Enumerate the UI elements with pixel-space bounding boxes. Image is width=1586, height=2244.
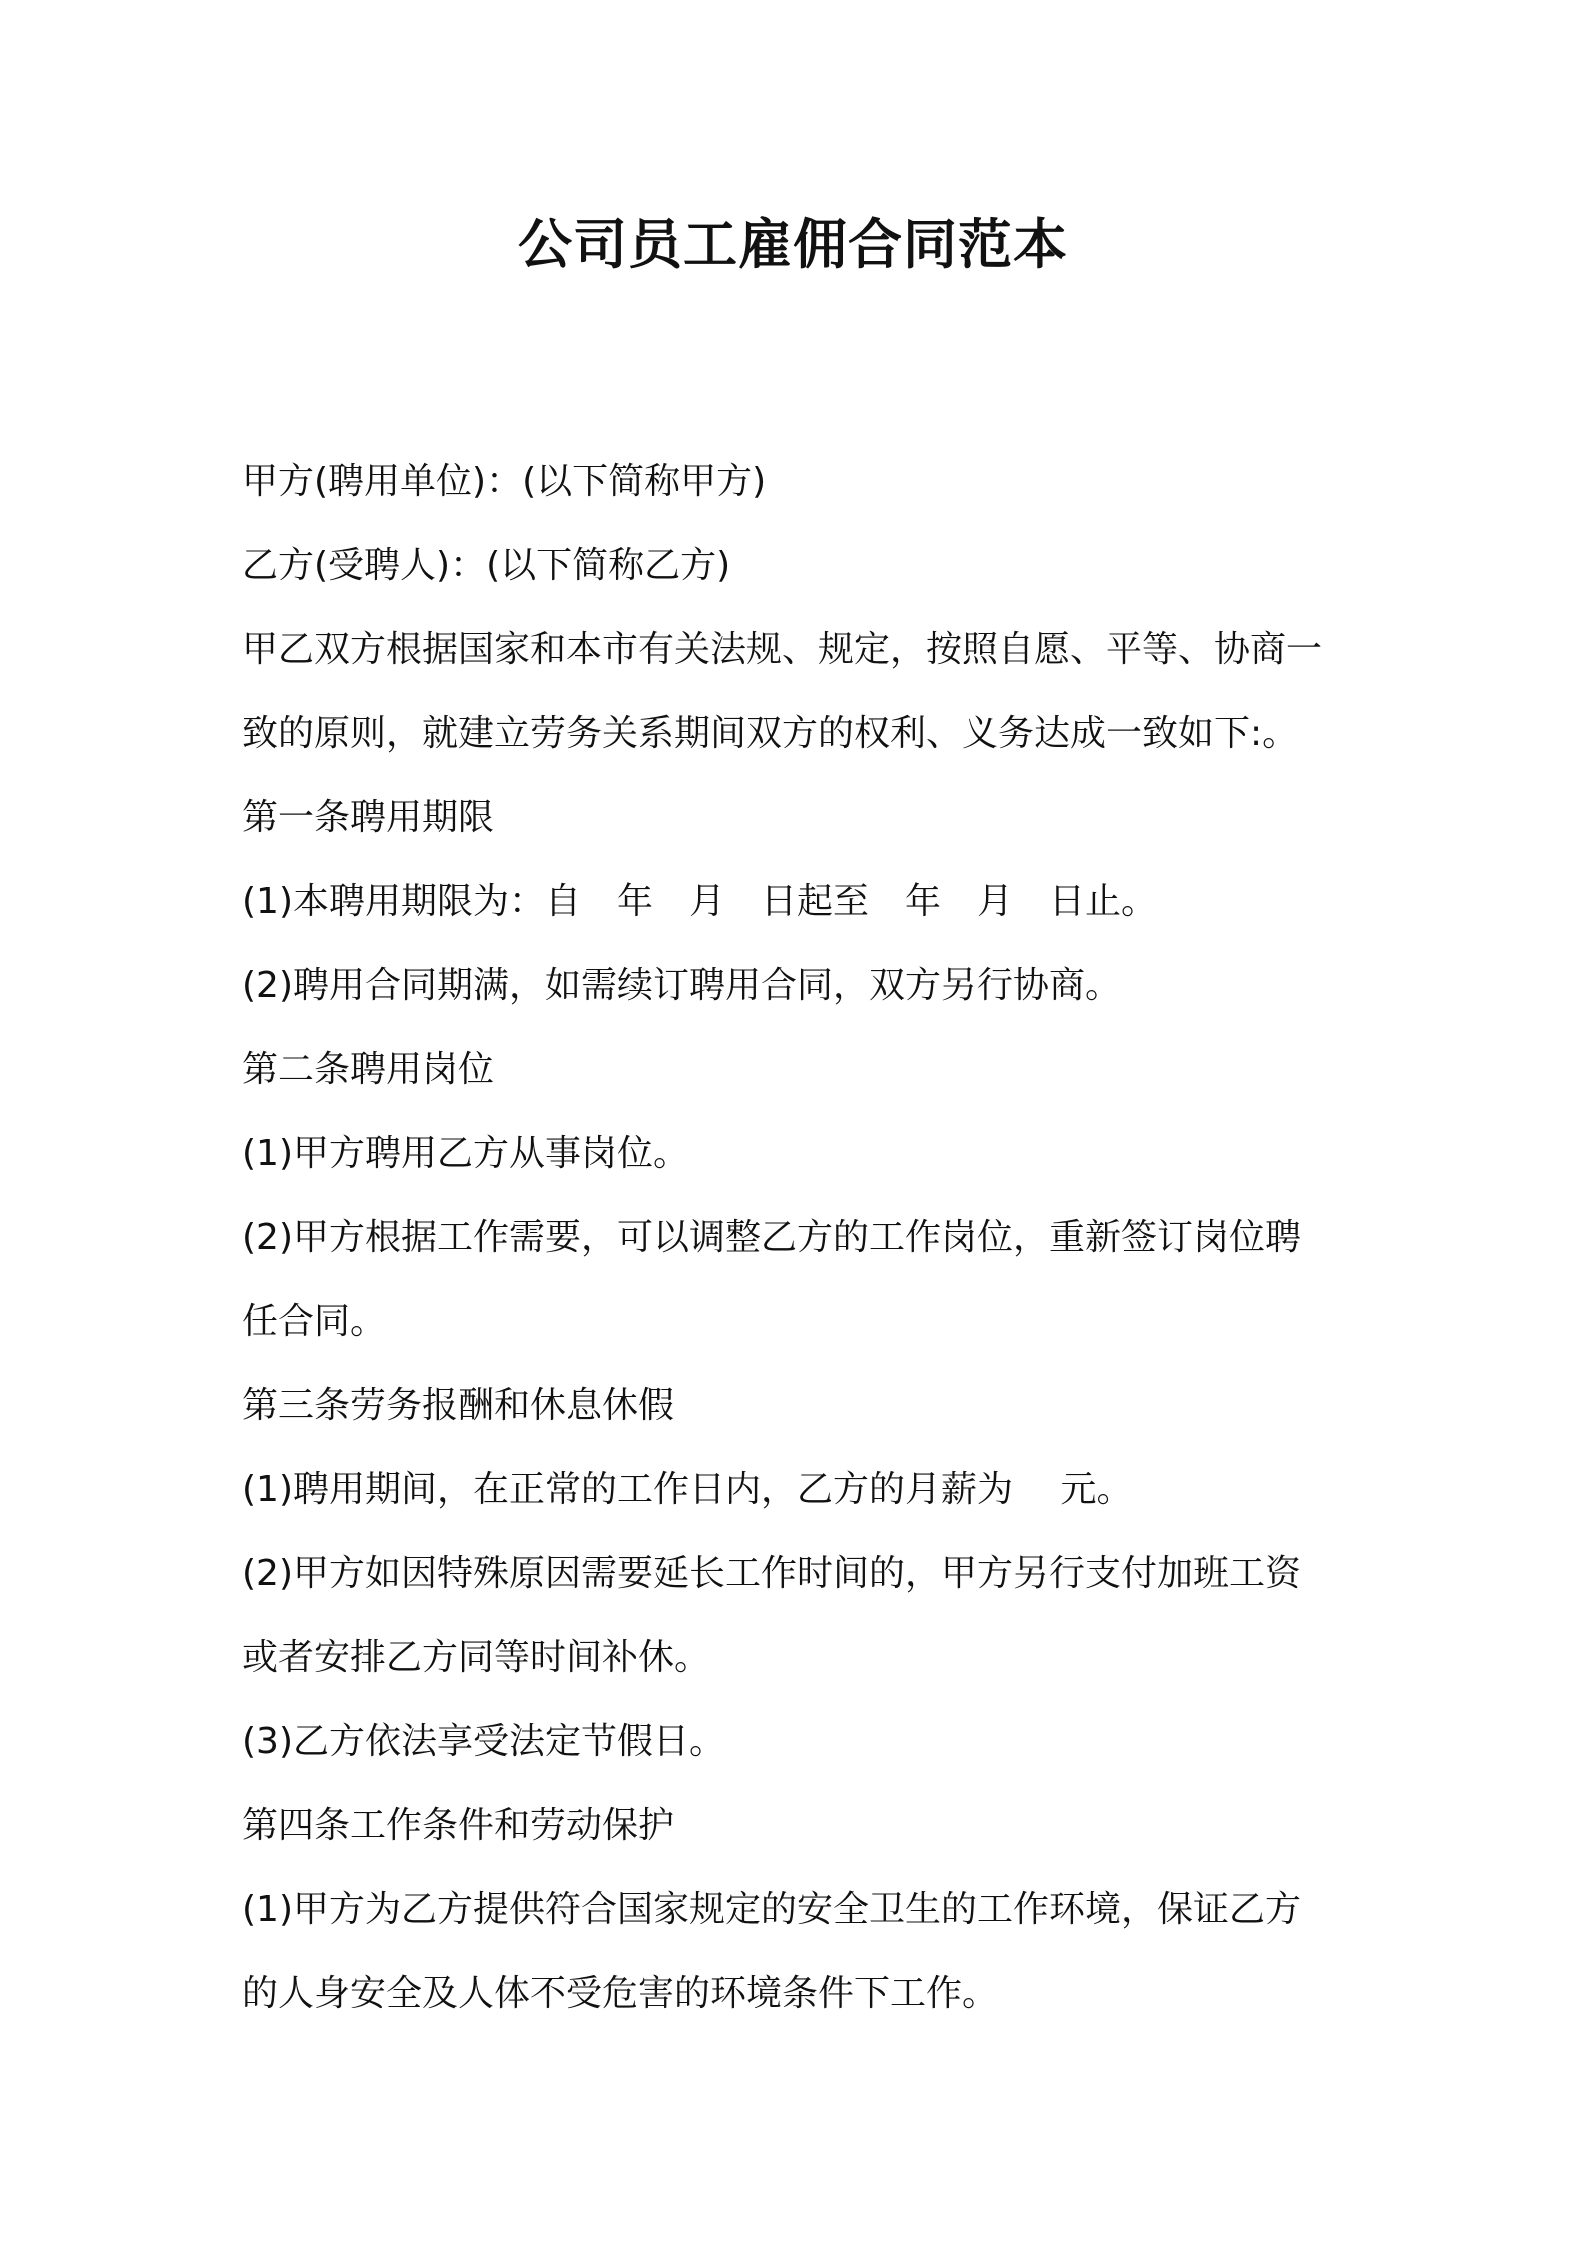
- section-heading: 第一条聘用期限: [242, 797, 495, 838]
- section-heading: 第三条劳务报酬和休息休假: [242, 1385, 675, 1426]
- section-heading: 第二条聘用岗位: [242, 1049, 495, 1090]
- paragraph-line: 甲乙双方根据国家和本市有关法规、规定，按照自愿、平等、协商一: [242, 629, 1323, 670]
- document-body: [242, 440, 1357, 2036]
- paragraph-line: 致的原则，就建立劳务关系期间双方的权利、义务达成一致如下:。: [242, 713, 1299, 754]
- paragraph-line: (1)聘用期间，在正常的工作日内，乙方的月薪为 元。: [242, 1469, 1133, 1510]
- section-heading: 第四条工作条件和劳动保护: [242, 1805, 675, 1846]
- paragraph-line: (2)聘用合同期满，如需续订聘用合同，双方另行协商。: [242, 965, 1121, 1006]
- paragraph-line: (1)甲方为乙方提供符合国家规定的安全卫生的工作环境，保证乙方: [242, 1889, 1301, 1930]
- paragraph-line: (1)本聘用期限为：自 年 月 日起至 年 月 日止。: [242, 881, 1157, 922]
- document-title: 公司员工雇佣合同范本: [518, 213, 1068, 276]
- paragraph-line: (3)乙方依法享受法定节假日。: [242, 1721, 725, 1762]
- paragraph-line: 或者安排乙方同等时间补休。: [242, 1637, 711, 1678]
- paragraph-line: 甲方(聘用单位)：(以下简称甲方): [242, 461, 767, 502]
- paragraph-line: 的人身安全及人体不受危害的环境条件下工作。: [242, 1973, 999, 2014]
- paragraph-line: (1)甲方聘用乙方从事岗位。: [242, 1133, 689, 1174]
- paragraph-line: (2)甲方如因特殊原因需要延长工作时间的，甲方另行支付加班工资: [242, 1553, 1301, 1594]
- paragraph-line: 任合同。: [242, 1301, 387, 1342]
- paragraph-line: (2)甲方根据工作需要，可以调整乙方的工作岗位，重新签订岗位聘: [242, 1217, 1301, 1258]
- paragraph-line: 乙方(受聘人)：(以下简称乙方): [242, 545, 731, 586]
